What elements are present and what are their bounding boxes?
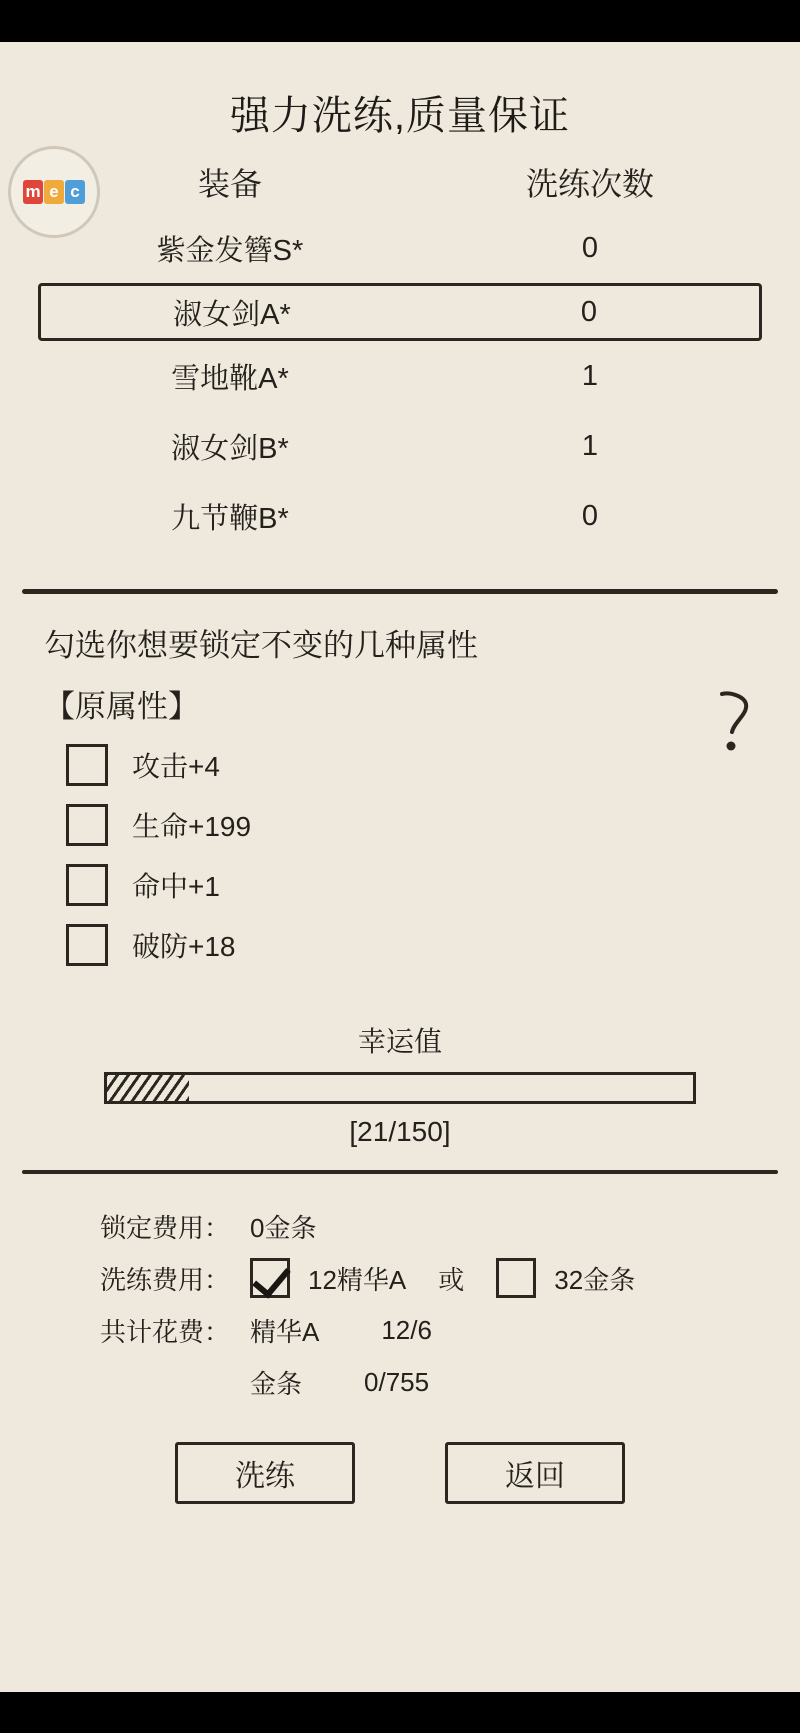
lock-cost-value: 0金条 <box>250 1212 317 1243</box>
back-button[interactable]: 返回 <box>445 1442 625 1504</box>
refine-panel <box>0 42 800 1692</box>
table-row-selected[interactable] <box>38 283 762 341</box>
divider-bottom <box>22 1170 778 1174</box>
exclamation-icon[interactable] <box>714 690 754 754</box>
table-row[interactable] <box>0 481 800 551</box>
luck-progress-bar <box>104 1072 696 1104</box>
attribute-checkbox[interactable] <box>66 924 108 966</box>
equipment-count: 0 <box>580 295 598 328</box>
equipment-count: 0 <box>581 499 599 532</box>
refine-button[interactable]: 洗练 <box>175 1442 355 1504</box>
total-cost-line-2 <box>100 1356 700 1408</box>
attribute-group-title: 【原属性】 <box>44 689 199 724</box>
action-buttons <box>0 1442 800 1504</box>
refine-cost-line <box>100 1252 700 1304</box>
total-item-value: 0/755 <box>364 1366 430 1397</box>
cost-option-a-checkbox[interactable] <box>250 1258 290 1298</box>
logo-letters <box>23 180 85 204</box>
cost-section <box>0 1200 800 1408</box>
attribute-checkbox[interactable] <box>66 744 108 786</box>
attribute-row[interactable] <box>44 804 756 846</box>
total-item-name: 金条 <box>250 1368 303 1399</box>
column-header-equipment: 装备 <box>197 166 262 202</box>
attribute-checkbox[interactable] <box>66 864 108 906</box>
cost-option-b-label: 32金条 <box>554 1264 636 1295</box>
luck-label: 幸运值 <box>357 1026 442 1057</box>
equipment-name: 淑女剑A* <box>173 298 291 331</box>
table-row[interactable] <box>0 341 800 411</box>
attribute-label: 命中+1 <box>132 871 220 902</box>
lock-cost-line <box>100 1200 700 1252</box>
table-row[interactable] <box>0 411 800 481</box>
attribute-label: 破防+18 <box>132 931 236 962</box>
page-title: 强力洗练,质量保证 <box>229 94 571 138</box>
refine-cost-label: 洗练费用： <box>100 1264 231 1295</box>
attribute-row[interactable] <box>44 744 756 786</box>
equipment-count: 1 <box>581 429 599 462</box>
luck-progress-fill <box>107 1075 189 1101</box>
cost-option-a-label: 12精华A <box>308 1264 407 1295</box>
lock-instruction: 勾选你想要锁定不变的几种属性 <box>44 628 478 663</box>
equipment-name: 紫金发簪S* <box>156 234 304 267</box>
attribute-label: 攻击+4 <box>132 751 220 782</box>
logo-letter-c: c <box>65 180 85 204</box>
table-row-partial[interactable] <box>0 551 800 571</box>
total-item-value: 12/6 <box>381 1314 432 1345</box>
attribute-row[interactable] <box>44 864 756 906</box>
cost-or-text: 或 <box>438 1264 465 1295</box>
equipment-table-header <box>0 159 800 205</box>
total-item-name: 精华A <box>250 1316 320 1347</box>
total-cost-line-1 <box>100 1304 700 1356</box>
cost-option-b-checkbox[interactable] <box>496 1258 536 1298</box>
lock-cost-label: 锁定费用： <box>100 1212 231 1243</box>
equipment-name: 淑女剑B* <box>171 432 289 465</box>
total-cost-label: 共计花费： <box>100 1316 231 1347</box>
column-header-refine-count: 洗练次数 <box>525 166 654 202</box>
equipment-name: 雪地靴A* <box>171 362 289 395</box>
lock-section <box>0 620 800 966</box>
luck-value: [21/150] <box>349 1116 451 1147</box>
logo-letter-m: m <box>23 180 43 204</box>
attribute-label: 生命+199 <box>132 811 252 842</box>
equipment-count: 1 <box>581 359 599 392</box>
logo-letter-e: e <box>44 180 64 204</box>
divider-top <box>22 589 778 594</box>
equipment-count: 0 <box>581 231 599 264</box>
attribute-row[interactable] <box>44 924 756 966</box>
equipment-list[interactable] <box>0 213 800 583</box>
table-row[interactable] <box>0 213 800 283</box>
attribute-checkbox[interactable] <box>66 804 108 846</box>
equipment-name: 九节鞭B* <box>171 502 289 535</box>
